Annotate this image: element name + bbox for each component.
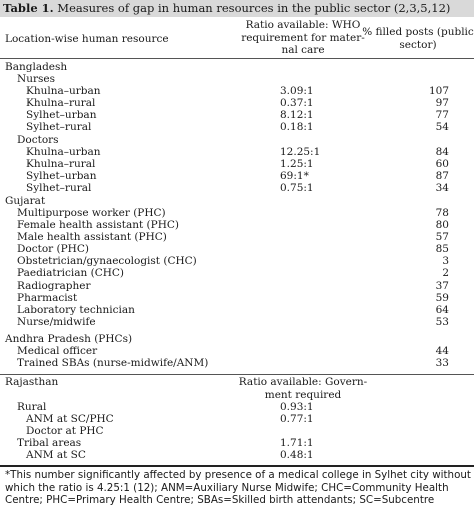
row-label: ANM at SC/PHC: [26, 413, 114, 425]
row-ratio: 3.09:1: [280, 85, 314, 97]
row-pct: 77: [435, 109, 449, 121]
header-ratio-line1: Ratio available: WHO: [245, 19, 361, 31]
row-label: Obstetrician/gynaecologist (CHC): [17, 255, 197, 267]
row-label: Female health assistant (PHC): [17, 219, 179, 231]
row-pct: 44: [435, 345, 449, 357]
row-pct: 53: [435, 316, 449, 328]
row-pct: 33: [435, 357, 449, 369]
row-ratio: 1.25:1: [280, 158, 314, 170]
row-label: Multipurpose worker (PHC): [17, 207, 166, 219]
row-pct: 37: [435, 280, 449, 292]
row-label: Khulna–rural: [26, 158, 96, 170]
row-ratio: 0.37:1: [280, 97, 314, 109]
row-pct: 80: [435, 219, 449, 231]
row-ratio: 0.75:1: [280, 182, 314, 194]
row-ratio: 0.18:1: [280, 121, 314, 133]
row-label: Laboratory technician: [17, 304, 135, 316]
row-pct: 3: [442, 255, 449, 267]
rajasthan-rule: [0, 374, 474, 375]
row-label: Nurses: [17, 73, 55, 85]
row-label: Khulna–urban: [26, 85, 101, 97]
header-location: Location-wise human resource: [5, 33, 169, 45]
row-pct: 2: [442, 267, 449, 279]
row-label: Khulna–rural: [26, 97, 96, 109]
row-pct: 57: [435, 231, 449, 243]
header-pct-line2: sector): [399, 38, 437, 51]
row-label: Doctor (PHC): [17, 243, 89, 255]
row-label: Rajasthan: [5, 376, 59, 388]
row-label: Khulna–urban: [26, 146, 101, 158]
title-text: Measures of gap in human resources in the public sector (2,3,5,12): [53, 1, 451, 15]
rajasthan-subheader-line2: ment required: [264, 388, 342, 401]
row-label: Sylhet–rural: [26, 182, 92, 194]
row-label: Nurse/midwife: [17, 316, 96, 328]
header-ratio-line3: nal care: [281, 44, 325, 56]
row-ratio: 12.25:1: [280, 146, 321, 158]
header-ratio: [238, 19, 368, 57]
row-ratio: 1.71:1: [280, 437, 314, 449]
row-pct: 34: [435, 182, 449, 194]
row-label: Sylhet–urban: [26, 170, 97, 182]
row-label: Radiographer: [17, 280, 91, 292]
row-pct: 59: [435, 292, 449, 304]
header-pct-line1: % filled posts (public: [362, 26, 474, 38]
header-pct: [362, 26, 474, 51]
row-label: Sylhet–rural: [26, 121, 92, 133]
row-label: Tribal areas: [17, 437, 82, 449]
row-label: Male health assistant (PHC): [17, 231, 167, 243]
row-label: Andhra Pradesh (PHCs): [5, 333, 133, 345]
header-rule: [0, 58, 474, 59]
row-ratio: 8.12:1: [280, 109, 314, 121]
row-ratio: 0.48:1: [280, 449, 314, 461]
row-label: Sylhet–urban: [26, 109, 97, 121]
row-pct: 78: [435, 207, 449, 219]
row-label: Rural: [17, 401, 47, 413]
row-pct: 87: [435, 170, 449, 182]
row-pct: 85: [435, 243, 449, 255]
header-ratio-line2: requirement for mater-: [241, 31, 365, 44]
footer-rule: [0, 465, 474, 467]
row-label: Bangladesh: [5, 61, 68, 73]
rajasthan-subheader-line1: Ratio available: Govern-: [238, 376, 368, 388]
row-ratio: 0.93:1: [280, 401, 314, 413]
row-label: Doctors: [17, 134, 59, 146]
row-ratio: 0.77:1: [280, 413, 314, 425]
row-label: Doctor at PHC: [26, 425, 104, 437]
row-pct: 64: [435, 304, 449, 316]
row-pct: 97: [435, 97, 449, 109]
row-label: Pharmacist: [17, 292, 78, 304]
row-label: Paediatrician (CHC): [17, 267, 125, 279]
row-label: Trained SBAs (nurse-midwife/ANM): [17, 357, 209, 369]
row-label: Gujarat: [5, 195, 46, 207]
rajasthan-subheader: [228, 376, 378, 401]
footnote: *This number significantly affected by presence of a medical college in Sylhet city without which the ratio is 4.25:1 (12); ANM=Auxiliary Nurse Midwife; CHC=Community Health Centre; PHC=Primary Health Centre; SBAs=Skilled birth attendants; SC=Subcentre: [5, 469, 471, 507]
row-label: ANM at SC: [26, 449, 86, 461]
title-label: Table 1.: [3, 1, 54, 15]
row-label: Medical officer: [17, 345, 98, 357]
row-pct: 84: [435, 146, 449, 158]
row-ratio: 69:1*: [280, 170, 309, 182]
row-pct: 107: [428, 85, 449, 97]
row-pct: 54: [435, 121, 449, 133]
table-title: [0, 0, 474, 17]
row-pct: 60: [435, 158, 449, 170]
